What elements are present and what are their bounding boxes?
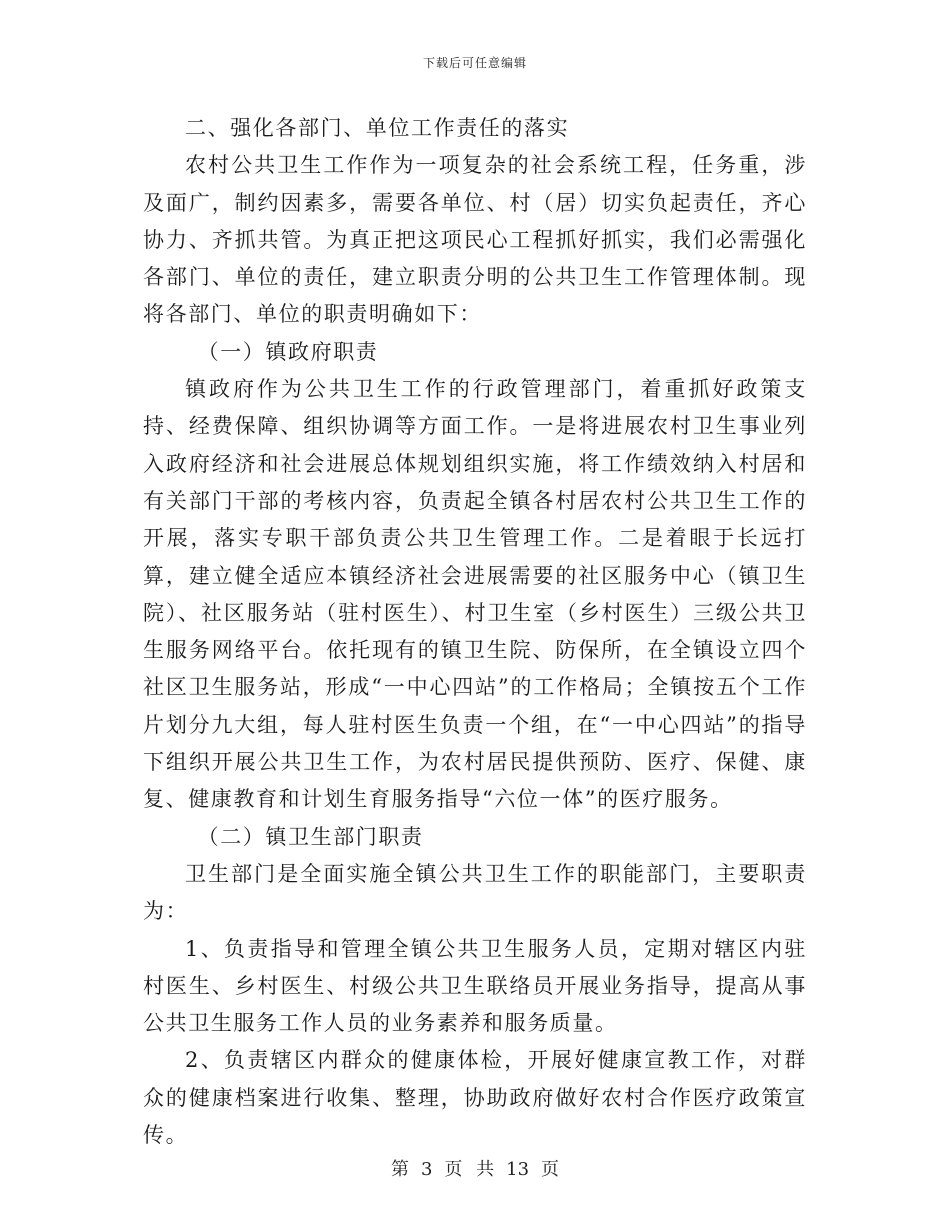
subsection-1-title: （一）镇政府职责: [197, 339, 379, 364]
subsection-2-intro: 卫生部门是全面实施全镇公共卫生工作的职能部门，主要职责为：: [143, 861, 807, 924]
footer-middle: 页 共: [444, 1159, 495, 1180]
subsection-1-paragraph: 镇政府作为公共卫生工作的行政管理部门，着重抓好政策支持、经费保障、组织协调等方面工作。一是将进展农村卫生事业列入政府经济和社会进展总体规划组织实施，将工作绩效纳入村居和有关部门干部的考核内容，负责起全镇各村居农村公共卫生工作的开展，落实专职干部负责公共卫生管理工作。二是着眼于长远打算，建立健全适应本镇经济社会进展需要的社区服务中心（镇卫生院）、社区服务站（驻村医生）、村卫生室（乡村医生）三级公共卫生服务网络平台。依托现有的镇卫生院、防保所，在全镇设立四个社区卫生服务站，形成“一中心四站”的工作格局；全镇按五个工作片划分九大组，每人驻村医生负责一个组，在“一中心四站”的指导下组织开展公共卫生工作，为农村居民提供预防、医疗、保健、康复、健康教育和计划生育服务指导“六位一体”的医疗服务。: [143, 377, 807, 812]
section-title: 二、强化各部门、单位工作责任的落实: [185, 116, 570, 140]
list-item-2: 2、负责辖区内群众的健康体检，开展好健康宣教工作，对群众的健康档案进行收集、整理，协助政府做好农村合作医疗政策宣传。: [143, 1048, 807, 1148]
footer-suffix: 页: [541, 1159, 560, 1180]
current-page-number: 3: [420, 1159, 433, 1180]
page-footer: [0, 1155, 950, 1181]
footer-prefix: 第: [390, 1159, 409, 1180]
document-body: [143, 110, 807, 1154]
intro-paragraph: 农村公共卫生工作作为一项复杂的社会系统工程，任务重，涉及面广，制约因素多，需要各单位、村（居）切实负起责任，齐心协力、齐抓共管。为真正把这项民心工程抓好抓实，我们必需强化各部门、单位的责任，建立职责分明的公共卫生工作管理体制。现将各部门、单位的职责明确如下：: [143, 153, 807, 327]
page-header-note: 下载后可任意编辑: [422, 56, 527, 70]
total-pages-number: 13: [506, 1159, 530, 1180]
list-item-1: 1、负责指导和管理全镇公共卫生服务人员，定期对辖区内驻村医生、乡村医生、村级公共卫生联络员开展业务指导，提高从事公共卫生服务工作人员的业务素养和服务质量。: [143, 936, 807, 1036]
subsection-2-title: （二）镇卫生部门职责: [197, 824, 424, 849]
